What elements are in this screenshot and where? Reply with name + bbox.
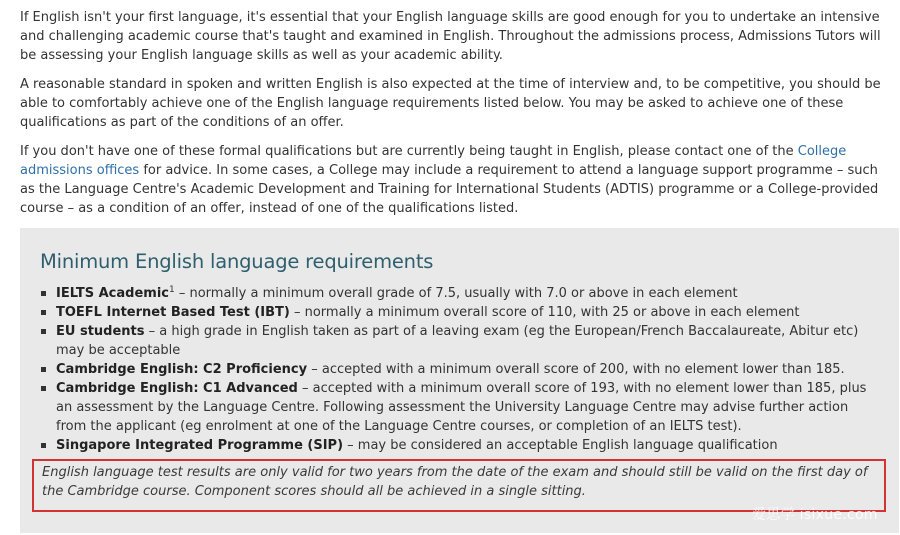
requirement-text: – accepted with a minimum overall score of 200, with no element lower than 185. — [307, 362, 845, 377]
requirement-c2 — [40, 360, 880, 379]
watermark: 爱思学 isixue.com — [752, 507, 878, 523]
requirement-name: Cambridge English: C2 Proficiency — [56, 362, 308, 377]
requirement-text: – normally a minimum overall grade of 7.5, usually with 7.0 or above in each element — [174, 286, 738, 301]
requirement-text: – accepted with a minimum overall score of 193, with no element lower than 185, plus an assessment by the Language Centre. Following assessment the University Language Centre may advise further action from the applicant (eg enrolment at one of the Language Centre courses, or completion of an IELTS test). — [56, 381, 867, 434]
requirement-text: – a high grade in English taken as part of a leaving exam (eg the European/French Baccalaureate, Abitur etc) may be acceptable — [56, 324, 859, 358]
validity-note: English language test results are only valid for two years from the date of the exam and should still be valid on the first day of the Cambridge course. Component scores should all be achieved in a single sitting. — [32, 459, 886, 512]
requirement-text: – may be considered an acceptable English language qualification — [343, 438, 778, 453]
footnote-marker: 1 — [168, 285, 175, 295]
requirements-heading: Minimum English language requirements — [40, 250, 434, 273]
standard-paragraph: A reasonable standard in spoken and written English is also expected at the time of interview and, to be competitive, you should be able to comfortably achieve one of the English language requirements listed below. You may be asked to achieve one of these qualifications as part of the conditions of an offer. — [20, 77, 881, 130]
bullet-icon — [41, 443, 46, 448]
college-admissions-offices-link[interactable]: College admissions offices — [20, 144, 847, 178]
requirement-toefl — [40, 303, 880, 322]
requirement-name: IELTS Academic — [56, 286, 169, 301]
bullet-icon — [41, 329, 46, 334]
alternative-text-end: for advice. In some cases, a College may include a requirement to attend a language support programme – such as the Language Centre's Academic Development and Training for International Students (ADTIS) programme or a College-provided course – as a condition of an offer, instead of one of the qualifications listed. — [20, 163, 879, 216]
requirement-eu — [40, 322, 880, 360]
requirement-sip — [40, 436, 880, 455]
alternative-paragraph — [20, 142, 892, 218]
bullet-icon — [41, 386, 46, 391]
requirement-name: EU students — [56, 324, 145, 339]
requirements-list — [40, 284, 880, 455]
requirement-name: TOEFL Internet Based Test (IBT) — [56, 305, 290, 320]
requirement-ielts — [40, 284, 880, 303]
requirement-name: Cambridge English: C1 Advanced — [56, 381, 298, 396]
requirement-c1 — [40, 379, 880, 436]
requirements-box — [20, 228, 899, 533]
bullet-icon — [41, 310, 46, 315]
requirement-name: Singapore Integrated Programme (SIP) — [56, 438, 344, 453]
alternative-text-start: If you don't have one of these formal qualifications but are currently being taught in English, please contact one of the — [20, 144, 798, 159]
bullet-icon — [41, 291, 46, 296]
bullet-icon — [41, 367, 46, 372]
intro-paragraph: If English isn't your first language, it's essential that your English language skills are good enough for you to undertake an intensive and challenging academic course that's taught and examined in English. Throughout the admissions process, Admissions Tutors will be assessing your English language skills as well as your academic ability. — [20, 10, 881, 63]
requirement-text: – normally a minimum overall score of 110, with 25 or above in each element — [289, 305, 800, 320]
